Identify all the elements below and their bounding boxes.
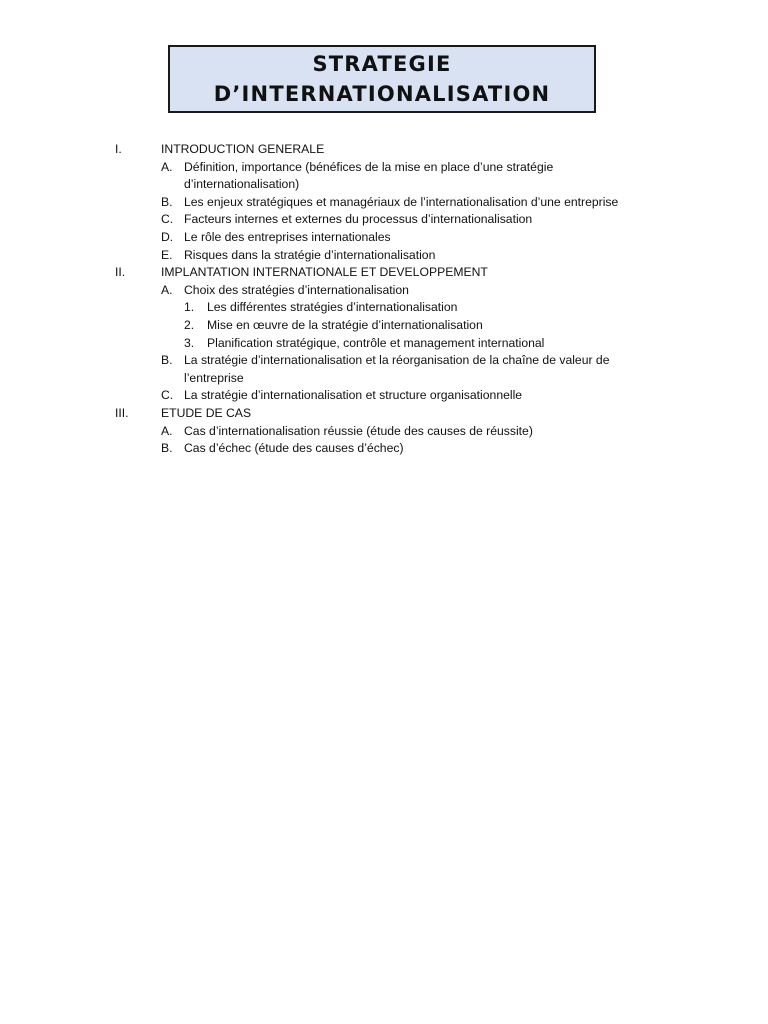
document-title-box [168, 45, 596, 113]
item-text: Choix des stratégies d’internationalisation [184, 282, 409, 297]
subitem-marker: 1. [184, 300, 195, 315]
section-title: ETUDE DE CAS [161, 405, 252, 420]
section-title: INTRODUCTION GENERALE [161, 142, 325, 156]
item-text [184, 159, 553, 194]
item-marker: A. [161, 159, 173, 174]
item-marker: C. [161, 388, 174, 403]
item-marker: A. [161, 282, 173, 297]
outline-item [0, 282, 768, 300]
item-text: Le rôle des entreprises internationales [184, 229, 391, 244]
document-title-line-1: STRATEGIE [312, 52, 452, 76]
item-text-line-2: d’internationalisation) [184, 177, 300, 192]
item-marker: A. [161, 423, 173, 438]
item-text: Cas d’internationalisation réussie (étude des causes de réussite) [184, 423, 533, 438]
subitem-text: Mise en œuvre de la stratégie d’internationalisation [207, 317, 483, 332]
subitem-text: Planification stratégique, contrôle et management international [207, 335, 545, 350]
item-text-line-1: La stratégie d’internationalisation et la réorganisation de la chaîne de valeur de [184, 353, 610, 368]
subitem-text: Les différentes stratégies d’internationalisation [207, 300, 458, 315]
item-text: Les enjeux stratégiques et managériaux de l’internationalisation d’une entreprise [184, 194, 619, 209]
item-text [184, 352, 610, 387]
section-numeral: III. [115, 405, 129, 420]
item-text-line-1: Définition, importance (bénéfices de la mise en place d’une stratégie [184, 159, 554, 174]
item-marker: D. [161, 229, 174, 244]
section-heading-3 [0, 405, 768, 423]
table-of-contents [0, 141, 768, 458]
item-marker: C. [161, 212, 174, 227]
outline-subitem [0, 299, 768, 317]
item-marker: B. [161, 194, 173, 209]
section-heading-2 [0, 264, 768, 282]
item-marker: B. [161, 353, 173, 368]
outline-subitem [0, 335, 768, 353]
outline-item [0, 247, 768, 265]
outline-item [0, 440, 768, 458]
outline-item [0, 229, 768, 247]
document-title-line-2: D’INTERNATIONALISATION [213, 82, 551, 106]
item-text: Cas d’échec (étude des causes d’échec) [184, 441, 404, 456]
item-text-line-2: l’entreprise [184, 370, 244, 385]
section-numeral: II. [115, 265, 126, 280]
outline-item [0, 159, 768, 194]
item-marker: B. [161, 441, 173, 456]
section-heading-1 [0, 141, 768, 159]
item-text: La stratégie d’internationalisation et structure organisationnelle [184, 388, 523, 403]
outline-item [0, 194, 768, 212]
item-text: Risques dans la stratégie d’internationalisation [184, 247, 436, 262]
outline-item [0, 352, 768, 387]
outline-item [0, 211, 768, 229]
outline-item [0, 423, 768, 441]
outline-subitem [0, 317, 768, 335]
item-marker: E. [161, 247, 173, 262]
section-numeral: I. [115, 142, 122, 156]
item-text: Facteurs internes et externes du processus d’internationalisation [184, 212, 533, 227]
subitem-marker: 2. [184, 317, 195, 332]
section-title: IMPLANTATION INTERNATIONALE ET DEVELOPPEMENT [161, 265, 488, 280]
outline-item [0, 387, 768, 405]
subitem-marker: 3. [184, 335, 195, 350]
